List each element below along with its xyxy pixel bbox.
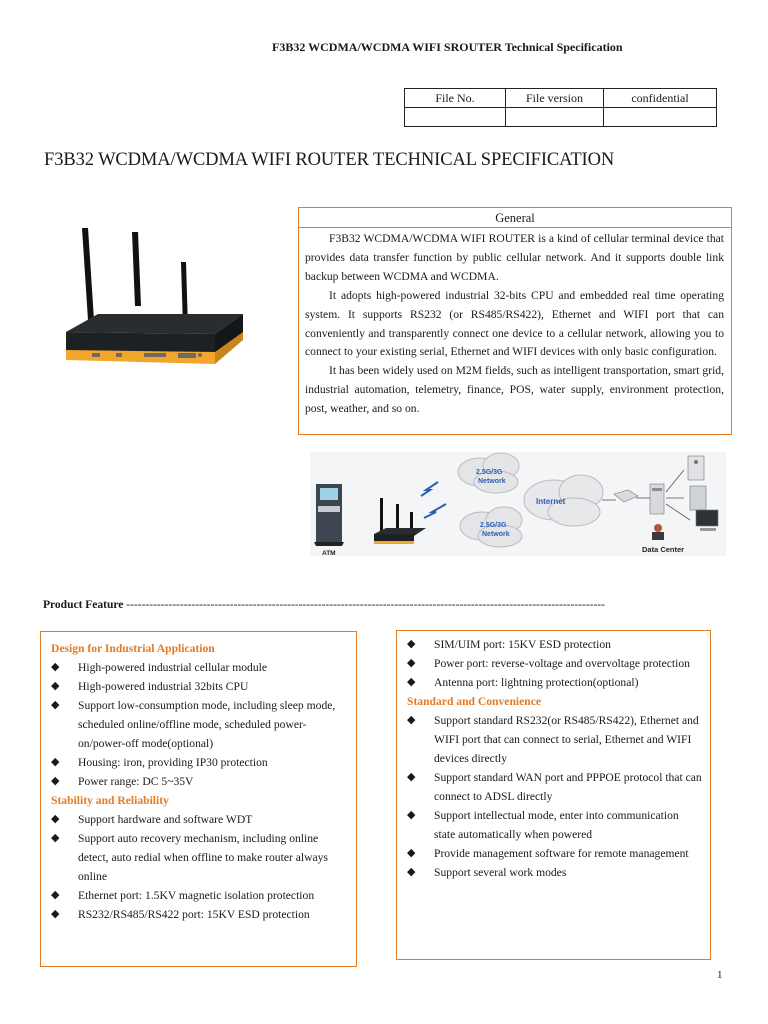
list-item: ◆ High-powered industrial cellular module bbox=[51, 658, 348, 677]
diamond-bullet-icon: ◆ bbox=[51, 699, 60, 711]
file-info-table bbox=[404, 88, 717, 127]
list-item: ◆ Power port: reverse-voltage and overvoltage protection bbox=[407, 654, 702, 673]
internet-label: Internet bbox=[536, 497, 566, 506]
server-icon bbox=[650, 484, 664, 514]
diamond-bullet-icon: ◆ bbox=[407, 771, 416, 783]
diamond-bullet-icon: ◆ bbox=[51, 756, 60, 768]
list-item: ◆ Housing: iron, providing IP30 protection bbox=[51, 753, 348, 772]
general-paragraph-2: It adopts high-powered industrial 32-bits CPU and embedded real time operating system. It supports RS232 (or RS485/RS422), Ethernet and WIFI port that can conveniently and transparently connect one device to a cellular network, allowing you to connect to your existing serial, Ethernet and WIFI devices with only basic configuration. bbox=[305, 288, 724, 359]
running-header-title: F3B32 WCDMA/WCDMA WIFI SROUTER Technical Specification bbox=[272, 40, 623, 54]
section-title-stability: Stability and Reliability bbox=[51, 794, 169, 807]
general-body bbox=[299, 228, 731, 419]
atm-icon bbox=[314, 484, 344, 546]
standard-feature-list bbox=[407, 711, 702, 882]
diamond-bullet-icon: ◆ bbox=[51, 832, 60, 844]
diamond-bullet-icon: ◆ bbox=[51, 680, 60, 692]
network-diagram bbox=[306, 446, 730, 559]
diamond-bullet-icon: ◆ bbox=[407, 866, 416, 878]
cloud-bottom-line2: Network bbox=[482, 531, 510, 538]
diamond-bullet-icon: ◆ bbox=[407, 657, 416, 669]
list-item: ◆ High-powered industrial 32bits CPU bbox=[51, 677, 348, 696]
general-paragraph-1: F3B32 WCDMA/WCDMA WIFI ROUTER is a kind of cellular terminal device that provides data transfer function by public cellular network. And it supports double link backup between WCDMA and WCDMA. bbox=[305, 232, 724, 283]
tower-pc-icon bbox=[688, 456, 704, 480]
list-item: ◆ Provide management software for remote management bbox=[407, 844, 702, 863]
atm-label: ATM bbox=[322, 550, 336, 557]
diamond-bullet-icon: ◆ bbox=[51, 908, 60, 920]
router-product-image bbox=[58, 222, 258, 372]
diamond-bullet-icon: ◆ bbox=[407, 714, 416, 726]
section-title-industrial: Design for Industrial Application bbox=[51, 642, 215, 655]
list-item: ◆ Support standard WAN port and PPPOE protocol that can connect to ADSL directly bbox=[407, 768, 702, 806]
file-no-cell bbox=[405, 108, 506, 127]
product-feature-label: Product Feature bbox=[43, 599, 124, 611]
section-title-standard: Standard and Convenience bbox=[407, 695, 541, 708]
list-item: ◆ Support hardware and software WDT bbox=[51, 810, 348, 829]
file-info-header-row bbox=[405, 89, 717, 108]
diamond-bullet-icon: ◆ bbox=[407, 809, 416, 821]
product-feature-dashes: ----------------------------------------------------------------------------------------------------------------------------- bbox=[123, 599, 605, 611]
diamond-bullet-icon: ◆ bbox=[51, 813, 60, 825]
confidential-cell bbox=[604, 108, 717, 127]
diamond-bullet-icon: ◆ bbox=[51, 661, 60, 673]
diamond-bullet-icon: ◆ bbox=[407, 638, 416, 650]
diamond-bullet-icon: ◆ bbox=[51, 889, 60, 901]
industrial-feature-list bbox=[51, 658, 348, 791]
data-center-label: Data Center bbox=[642, 545, 685, 554]
file-version-header: File version bbox=[506, 89, 604, 108]
cloud-bottom-line1: 2.5G/3G bbox=[480, 522, 507, 529]
cloud-top-line1: 2.5G/3G bbox=[476, 469, 503, 476]
document-title: F3B32 WCDMA/WCDMA WIFI ROUTER TECHNICAL SPECIFICATION bbox=[44, 150, 615, 170]
diamond-bullet-icon: ◆ bbox=[51, 775, 60, 787]
general-box bbox=[298, 207, 732, 435]
diamond-bullet-icon: ◆ bbox=[407, 676, 416, 688]
confidential-header: confidential bbox=[604, 89, 717, 108]
feature-box-right bbox=[396, 630, 711, 960]
feature-box-left bbox=[40, 631, 357, 967]
general-paragraph-3: It has been widely used on M2M fields, such as intelligent transportation, smart grid, industrial automation, telemetry, finance, POS, water supply, environment protection, post, weather, and so on. bbox=[305, 364, 724, 416]
file-info-value-row bbox=[405, 108, 717, 127]
router-antennas bbox=[82, 228, 188, 328]
list-item: ◆ Ethernet port: 1.5KV magnetic isolation protection bbox=[51, 886, 348, 905]
list-item: ◆ Antenna port: lightning protection(optional) bbox=[407, 673, 702, 692]
page-number: 1 bbox=[717, 969, 723, 981]
list-item: ◆ Power range: DC 5~35V bbox=[51, 772, 348, 791]
list-item: ◆ Support intellectual mode, enter into communication state automatically when powered bbox=[407, 806, 702, 844]
general-heading: General bbox=[299, 208, 731, 228]
stability-feature-list bbox=[51, 810, 348, 924]
protection-feature-list bbox=[407, 635, 702, 692]
list-item: ◆ Support standard RS232(or RS485/RS422), Ethernet and WIFI port that can connect to serial, Ethernet and WIFI devices directly bbox=[407, 711, 702, 768]
list-item: ◆ RS232/RS485/RS422 port: 15KV ESD protection bbox=[51, 905, 348, 924]
list-item: ◆ Support auto recovery mechanism, including online detect, auto redial when offline to make router always online bbox=[51, 829, 348, 886]
list-item: ◆ Support several work modes bbox=[407, 863, 702, 882]
diamond-bullet-icon: ◆ bbox=[407, 847, 416, 859]
cloud-top-line2: Network bbox=[478, 478, 506, 485]
file-version-cell bbox=[506, 108, 604, 127]
desktop-pc-icon bbox=[690, 486, 706, 510]
list-item: ◆ SIM/UIM port: 15KV ESD protection bbox=[407, 635, 702, 654]
file-no-header: File No. bbox=[405, 89, 506, 108]
list-item: ◆ Support low-consumption mode, including sleep mode, scheduled online/offline mode, scheduled power-on/power-off mode(optional) bbox=[51, 696, 348, 753]
product-feature-line bbox=[43, 599, 605, 611]
